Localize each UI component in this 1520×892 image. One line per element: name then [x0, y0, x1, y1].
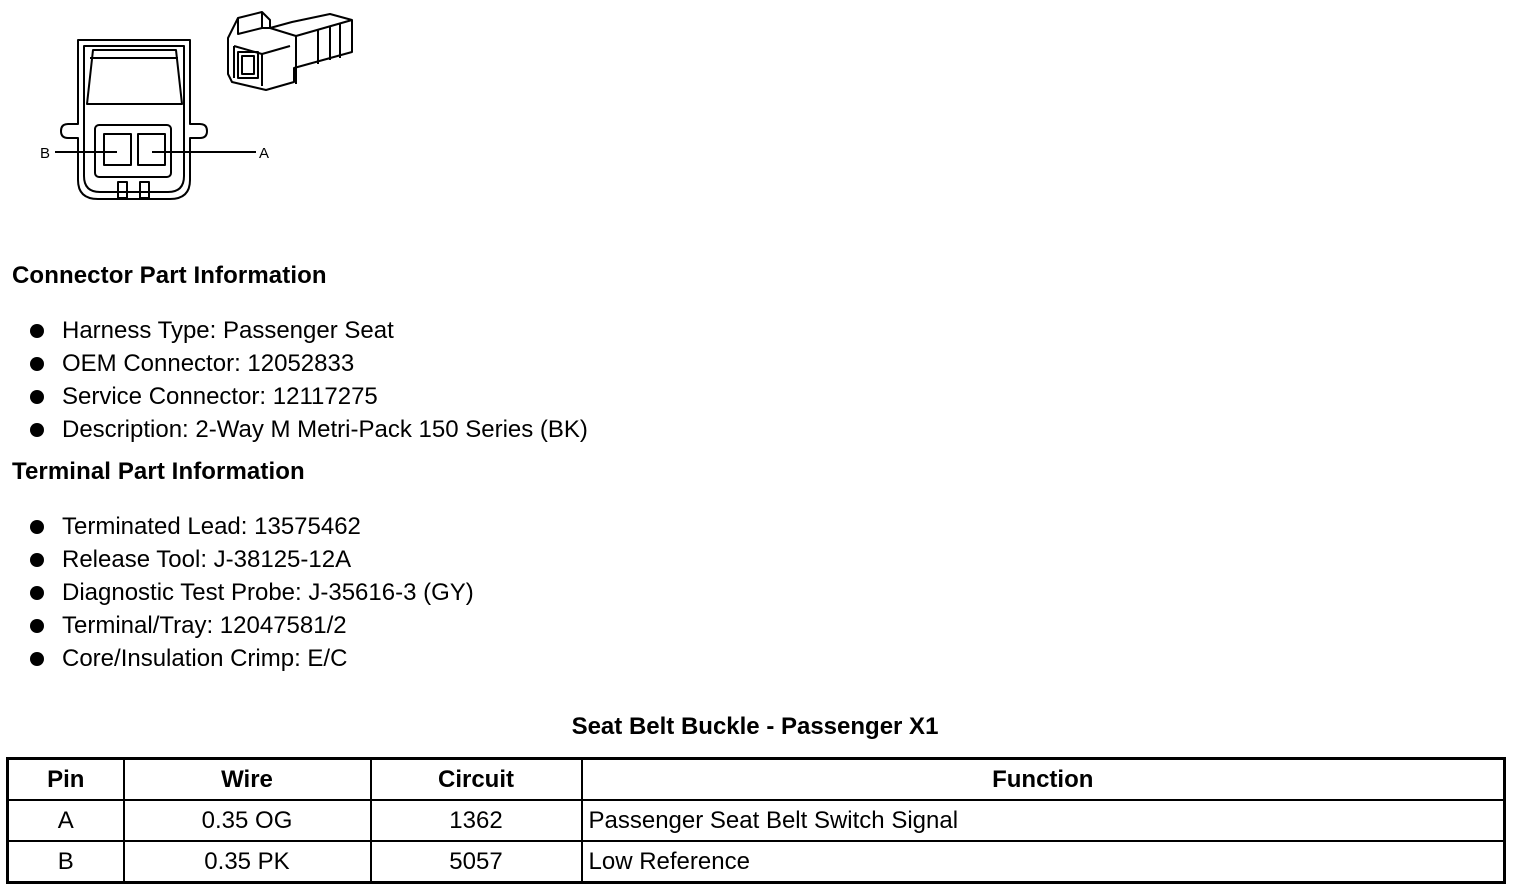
cell-wire: 0.35 PK: [124, 841, 371, 883]
list-item: [28, 642, 474, 675]
list-item-text: Description: 2-Way M Metri-Pack 150 Series (BK): [62, 416, 588, 443]
cell-pin: A: [8, 800, 124, 841]
cavity-b: [104, 134, 131, 165]
list-item: [28, 380, 588, 413]
cell-circuit: 5057: [371, 841, 582, 883]
connector-info-list: [28, 314, 588, 446]
list-item: [28, 347, 588, 380]
list-item-text: Terminal/Tray: 12047581/2: [62, 612, 347, 639]
list-item: [28, 510, 474, 543]
list-item-text: Release Tool: J-38125-12A: [62, 546, 352, 573]
table-title: Seat Belt Buckle - Passenger X1: [571, 713, 939, 740]
connector-face-inner: [84, 46, 184, 192]
terminal-info-list: [28, 510, 474, 675]
connector-diagram: [0, 0, 380, 215]
header-pin: Pin: [8, 759, 124, 801]
bullet-icon: [30, 423, 44, 437]
table-row: [8, 841, 1505, 883]
bullet-icon: [30, 324, 44, 338]
bullet-icon: [30, 553, 44, 567]
cavity-a: [138, 134, 165, 165]
bullet-icon: [30, 390, 44, 404]
bullet-icon: [30, 586, 44, 600]
list-item-text: Service Connector: 12117275: [62, 383, 378, 410]
bullet-icon: [30, 520, 44, 534]
list-item: [28, 609, 474, 642]
list-item-text: OEM Connector: 12052833: [62, 350, 355, 377]
bullet-icon: [30, 619, 44, 633]
list-item-text: Core/Insulation Crimp: E/C: [62, 645, 348, 672]
list-item: [28, 314, 588, 347]
list-item: [28, 413, 588, 446]
header-function: Function: [582, 759, 1505, 801]
table-row: [8, 800, 1505, 841]
bullet-icon: [30, 652, 44, 666]
list-item-text: Terminated Lead: 13575462: [62, 513, 361, 540]
header-wire: Wire: [124, 759, 371, 801]
table-header-row: [8, 759, 1505, 801]
cell-function: Low Reference: [582, 841, 1505, 883]
terminal-part-information-heading: Terminal Part Information: [12, 458, 305, 485]
header-circuit: Circuit: [371, 759, 582, 801]
cell-function: Passenger Seat Belt Switch Signal: [582, 800, 1505, 841]
pin-label-b: B: [40, 145, 51, 162]
pin-label-a: A: [259, 145, 270, 162]
connector-part-information-heading: Connector Part Information: [12, 262, 327, 289]
list-item: [28, 543, 474, 576]
connector-face-outline: [61, 40, 207, 199]
list-item: [28, 576, 474, 609]
pinout-table: [6, 757, 1506, 884]
list-item-text: Diagnostic Test Probe: J-35616-3 (GY): [62, 579, 474, 606]
list-item-text: Harness Type: Passenger Seat: [62, 317, 394, 344]
bullet-icon: [30, 357, 44, 371]
cell-wire: 0.35 OG: [124, 800, 371, 841]
cell-pin: B: [8, 841, 124, 883]
connector-iso-view: [228, 12, 352, 90]
cell-circuit: 1362: [371, 800, 582, 841]
